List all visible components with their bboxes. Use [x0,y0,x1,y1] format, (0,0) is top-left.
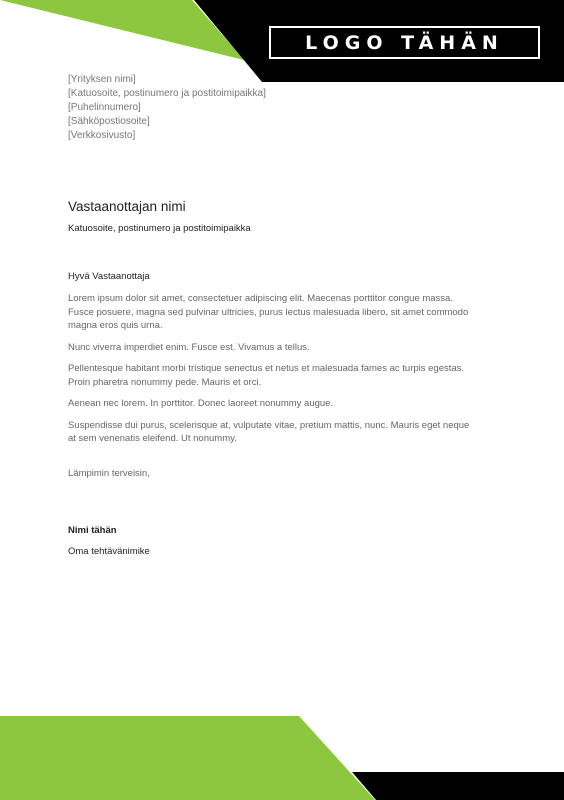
body-paragraph: Pellentesque habitant morbi tristique senectus et netus et malesuada fames ac turpis egestas. Proin pharetra nonummy pede. Mauris et orci. [68,363,465,388]
greeting: Hyvä Vastaanottaja [68,271,150,282]
letter-body [68,292,473,454]
sender-email: [Sähköpostiosoite] [68,116,150,127]
sender-phone: [Puhelinnumero] [68,102,141,113]
signer-name: Nimi tähän [68,525,117,536]
body-paragraph: Lorem ipsum dolor sit amet, consectetuer adipiscing elit. Maecenas porttitor congue massa. Fusce posuere, magna sed pulvinar ultricies, purus lectus malesuada libero, sit amet commodo magna eros quis urna. [68,293,469,331]
sender-website: [Verkkosivusto] [68,130,136,141]
bottom-green-band [0,716,375,800]
sender-block [68,73,266,143]
signer-title: Oma tehtävänimike [68,546,150,557]
recipient-address: Katuosoite, postinumero ja postitoimipaikka [68,223,251,234]
recipient-name: Vastaanottajan nimi [68,199,186,214]
body-paragraph: Aenean nec lorem. In porttitor. Donec laoreet nonummy augue. [68,398,334,409]
bottom-black-band [352,772,564,800]
body-paragraph: Nunc viverra imperdiet enim. Fusce est. Vivamus a tellus. [68,341,310,353]
body-paragraph: Suspendisse dui purus, scelerisque at, vulputate vitae, pretium mattis, nunc. Mauris eget neque at sem venenatis eleifend. Ut nonummy. [68,419,470,444]
logo-placeholder: LOGO TÄHÄN [269,26,540,59]
sender-address: [Katuosoite, postinumero ja postitoimipaikka] [68,88,266,99]
closing: Lämpimin terveisin, [68,468,150,479]
sender-company: [Yrityksen nimi] [68,74,136,85]
